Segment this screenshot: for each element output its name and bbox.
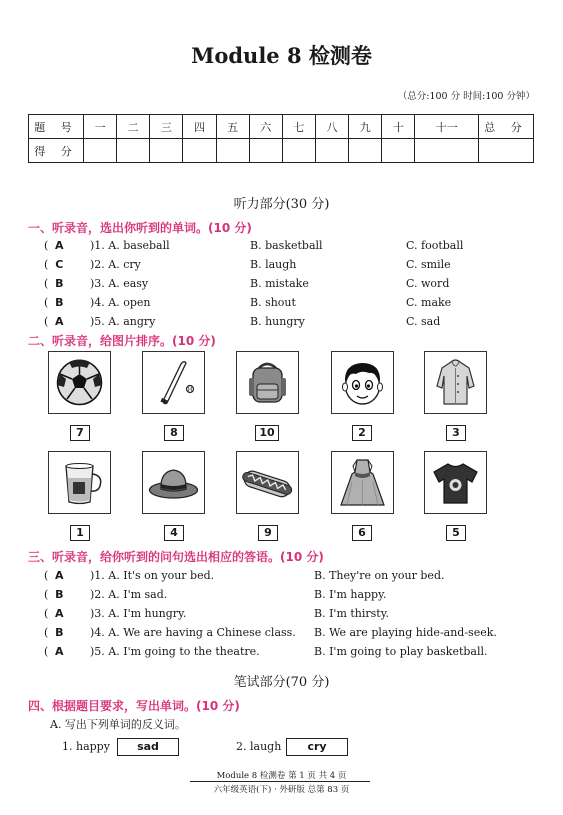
- score-cell[interactable]: [183, 139, 216, 163]
- option-b: B. hungry: [250, 315, 305, 328]
- part4-heading: 四、根据题目要求，写出单词。(10 分): [28, 699, 240, 713]
- part3-heading: 三、听录音，给你听到的问句选出相应的答语。(10 分): [28, 550, 324, 564]
- score-cell[interactable]: [117, 139, 150, 163]
- score-cell[interactable]: [150, 139, 183, 163]
- picture-number[interactable]: 10: [255, 425, 279, 441]
- picture-number[interactable]: 5: [446, 525, 466, 541]
- list-item: ( B )4. A. We are having a Chinese class. B. We are playing hide-and-seek.: [44, 623, 544, 642]
- list-item: ( B )3. A. easy B. mistake C. word: [44, 274, 544, 293]
- option-b: B. basketball: [250, 239, 323, 252]
- score-table-score-row: [29, 139, 534, 163]
- answer-letter[interactable]: A: [55, 645, 64, 658]
- written-section-title: 笔试部分(70 分): [233, 675, 330, 690]
- option-b: B. I'm going to play basketball.: [314, 645, 488, 658]
- option-c: C. word: [406, 277, 450, 290]
- answer-letter[interactable]: A: [55, 569, 64, 582]
- picture-number[interactable]: 8: [164, 425, 184, 441]
- option-c: C. sad: [406, 315, 441, 328]
- answer-letter[interactable]: B: [55, 588, 64, 601]
- backpack-icon: [236, 351, 299, 414]
- score-header-cell: 总 分: [479, 115, 534, 139]
- option-b: B. They're on your bed.: [314, 569, 445, 582]
- option-a: )3. A. easy: [90, 277, 149, 290]
- antonym-answer[interactable]: sad: [117, 738, 179, 756]
- footer-book-info: 六年级英语(下) · 外研版 总第 83 页: [213, 785, 350, 795]
- answer-letter[interactable]: C: [55, 258, 64, 271]
- hat-icon: [142, 451, 205, 514]
- hot-dog-icon: [236, 451, 299, 514]
- score-header-cell: 一: [84, 115, 117, 139]
- score-cell[interactable]: [349, 139, 382, 163]
- boy-face-icon: [331, 351, 394, 414]
- picture-number[interactable]: 1: [70, 525, 90, 541]
- score-cell[interactable]: [382, 139, 415, 163]
- answer-letter[interactable]: B: [55, 296, 64, 309]
- raincoat-icon: [424, 351, 487, 414]
- option-a: )1. A. It's on your bed.: [90, 569, 215, 582]
- word-label: 2. laugh: [236, 740, 282, 753]
- list-item: ( A )5. A. angry B. hungry C. sad: [44, 312, 544, 331]
- picture-number[interactable]: 2: [352, 425, 372, 441]
- picture-number[interactable]: 9: [258, 525, 278, 541]
- answer-letter[interactable]: B: [55, 277, 64, 290]
- t-shirt-icon: [424, 451, 487, 514]
- option-b: B. I'm happy.: [314, 588, 387, 601]
- list-item: ( B )4. A. open B. shout C. make: [44, 293, 544, 312]
- score-header-cell: 五: [216, 115, 249, 139]
- answer-letter[interactable]: A: [55, 315, 64, 328]
- part1-list: [44, 236, 544, 331]
- page-title: Module 8 检测卷: [191, 43, 372, 68]
- list-item: ( A )3. A. I'm hungry. B. I'm thirsty.: [44, 604, 544, 623]
- list-item: ( A )5. A. I'm going to the theatre. B. I'm going to play basketball.: [44, 642, 544, 661]
- score-table: [28, 114, 534, 163]
- score-header-cell: 六: [249, 115, 282, 139]
- list-item: ( A )1. A. baseball B. basketball C. football: [44, 236, 544, 255]
- exam-meta: （总分:100 分 时间:100 分钟）: [397, 91, 535, 102]
- score-cell[interactable]: [249, 139, 282, 163]
- answer-letter[interactable]: A: [55, 607, 64, 620]
- option-a: )4. A. open: [90, 296, 151, 309]
- score-header-cell: 十一: [415, 115, 479, 139]
- option-c: C. smile: [406, 258, 451, 271]
- dress-icon: [331, 451, 394, 514]
- part2-heading: 二、听录音，给图片排序。(10 分): [28, 334, 216, 348]
- score-cell[interactable]: [415, 139, 479, 163]
- score-header-cell: 九: [349, 115, 382, 139]
- option-b: B. laugh: [250, 258, 297, 271]
- football-icon: [48, 351, 111, 414]
- option-b: B. shout: [250, 296, 296, 309]
- option-a: )1. A. baseball: [90, 239, 170, 252]
- picture-number[interactable]: 3: [446, 425, 466, 441]
- glass-cup-icon: [48, 451, 111, 514]
- score-row-label: 得 分: [29, 139, 84, 163]
- score-table-header-row: [29, 115, 534, 139]
- word-label: 1. happy: [62, 740, 110, 753]
- option-a: )2. A. I'm sad.: [90, 588, 168, 601]
- score-cell[interactable]: [479, 139, 534, 163]
- list-item: ( C )2. A. cry B. laugh C. smile: [44, 255, 544, 274]
- option-b: B. I'm thirsty.: [314, 607, 389, 620]
- score-header-cell: 四: [183, 115, 216, 139]
- part1-heading: 一、听录音，选出你听到的单词。(10 分): [28, 221, 252, 235]
- listening-section-title: 听力部分(30 分): [233, 197, 330, 212]
- score-header-cell: 八: [315, 115, 348, 139]
- score-cell[interactable]: [216, 139, 249, 163]
- option-a: )5. A. angry: [90, 315, 156, 328]
- option-a: )2. A. cry: [90, 258, 141, 271]
- list-item: ( B )2. A. I'm sad. B. I'm happy.: [44, 585, 544, 604]
- option-a: )3. A. I'm hungry.: [90, 607, 187, 620]
- answer-letter[interactable]: B: [55, 626, 64, 639]
- option-b: B. We are playing hide-and-seek.: [314, 626, 497, 639]
- footer-divider: [190, 781, 370, 782]
- part3-list: [44, 566, 544, 661]
- score-cell[interactable]: [84, 139, 117, 163]
- option-c: C. football: [406, 239, 464, 252]
- option-a: )4. A. We are having a Chinese class.: [90, 626, 296, 639]
- answer-letter[interactable]: A: [55, 239, 64, 252]
- footer-page-info: Module 8 检测卷 第 1 页 共 4 页: [216, 771, 347, 781]
- part4-subheading: A. 写出下列单词的反义词。: [50, 718, 186, 731]
- antonym-answer[interactable]: cry: [286, 738, 348, 756]
- list-item: ( A )1. A. It's on your bed. B. They're on your bed.: [44, 566, 544, 585]
- score-header-cell: 题 号: [29, 115, 84, 139]
- score-cell[interactable]: [315, 139, 348, 163]
- baseball-bat-icon: [142, 351, 205, 414]
- score-header-cell: 二: [117, 115, 150, 139]
- option-c: C. make: [406, 296, 452, 309]
- score-header-cell: 三: [150, 115, 183, 139]
- score-cell[interactable]: [282, 139, 315, 163]
- option-a: )5. A. I'm going to the theatre.: [90, 645, 260, 658]
- picture-number[interactable]: 4: [164, 525, 184, 541]
- picture-number[interactable]: 7: [70, 425, 90, 441]
- score-header-cell: 十: [382, 115, 415, 139]
- picture-number[interactable]: 6: [352, 525, 372, 541]
- score-header-cell: 七: [282, 115, 315, 139]
- option-b: B. mistake: [250, 277, 309, 290]
